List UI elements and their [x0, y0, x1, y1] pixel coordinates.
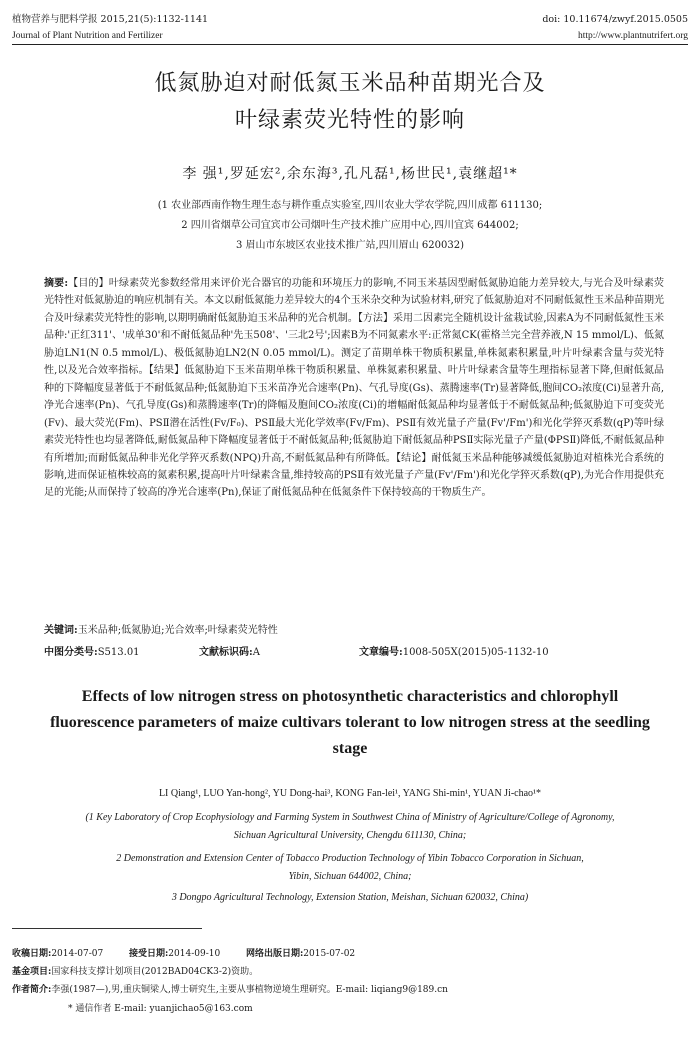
fund-line [12, 966, 258, 978]
clc-value: S513.01 [97, 647, 140, 658]
article-no-value: 1008-505X(2015)05-1132-10 [402, 647, 549, 658]
cn-title-line1: 低氮胁迫对耐低氮玉米品种苗期光合及 [154, 71, 546, 96]
journal-cn-citation: 植物营养与肥料学报 2015,21(5):1132-1141 [12, 14, 209, 25]
running-header-top [12, 14, 688, 26]
author-bio-line [12, 984, 448, 996]
cn-affiliation-3: 3 眉山市东坡区农业技术推广站,四川眉山 620032) [236, 240, 464, 251]
cn-authors: 李 强¹,罗延宏²,余东海³,孔凡磊¹,杨世民¹,袁继超¹* [182, 166, 518, 182]
abstract-body: 【目的】叶绿素荧光参数经常用来评价光合器官的功能和环境压力的影响,不同玉米基因型耐低氮胁迫能力差异较大,与光合及叶绿素荧光特性对低氮胁迫的响应机制有关。本文以耐低氮能力差异较大的4个玉米杂交种为试验材料,研究了低氮胁迫对不同耐低氮性玉米品种苗期光合及叶绿素荧光特性的影响,以期明确耐低氮胁迫玉米品种的光合机制。【方法】采用二因素完全随机设计盆栽试验,因素A为不同耐低氮性玉米品种:'正红311'、'成单30'和不耐低氮品种'先玉508'、'三北2号';因素B为不同氮素水平:正常氮CK(霍格兰完全营养液,N 15 mmol/L)、低氮胁迫LN1(N 0.5 mmol/L)、极低氮胁迫LN2(N 0.05 mmol/L)。测定了苗期单株干物质积累量,单株氮素积累量,叶片叶绿素含量与荧光特性,以及光合效率指标。【结果】低氮胁迫下玉米苗期单株干物质积累量、单株氮素积累量、叶片叶绿素含量等生理指标显著下降,但耐低氮品种的下降幅度显著低于不耐低氮品种;低氮胁迫下玉米苗净光合速率(Pn)、气孔导度(Gs)、蒸腾速率(Tr)显著降低,胞间CO₂浓度(Ci)显著升高,净光合速率(Pn)、气孔导度(Gs)和蒸腾速率(Tr)的降幅及胞间CO₂浓度(Ci)的增幅耐低氮品种均显著低于不耐低氮品种;低氮胁迫下可变荧光(Fv)、最大荧光(Fm)、PSⅡ潜在活性(Fv/F₀)、PSⅡ最大光化学效率(Fv/Fm)、PSⅡ有效光量子产量(Fv'/Fm')和光化学猝灭系数(qP)等叶绿素荧光特性也均显著降低,耐低氮品种下降幅度显著低于不耐低氮品种;低氮胁迫下耐低氮品种PSⅡ实际光量子产量(ΦPSⅡ)降低,不耐低氮品种有所增加;而耐低氮品种非光化学猝灭系数(NPQ)升高,不耐低氮品种有所降低。【结论】耐低氮玉米品种能够减缓低氮胁迫对植株光合系统的影响,进而保证植株较高的氮素积累,提高叶片叶绿素含量,维持较高的PSⅡ有效光量子产量(Fv'/Fm')和光化学猝灭系数(qP),为光合作用提供充足的光能;从而保持了较高的净光合速率(Pn),保证了耐低氮品种在低氮条件下保持较高的干物质生产。 [44, 278, 664, 499]
en-authors: LI Qiang¹, LUO Yan-hong², YU Dong-hai³, KONG Fan-lei¹, YANG Shi-min¹, YUAN Ji-chao¹* [158, 788, 542, 799]
en-affiliation-1a: (1 Key Laboratory of Crop Ecophysiology and Farming System in Southwest China of Ministry of Agriculture/College of Agronomy, [85, 812, 615, 823]
author-bio-text: 李强(1987—),男,重庆铜梁人,博士研究生,主要从事植物逆境生理研究。E-mail: liqiang9@189.cn [51, 985, 448, 995]
clc-label: 中图分类号: [44, 647, 98, 658]
received-date: 2014-07-07 [51, 949, 104, 959]
journal-en-name: Journal of Plant Nutrition and Fertilizer [12, 31, 163, 41]
accepted-date: 2014-09-10 [168, 949, 221, 959]
doc-code-label: 文献标识码: [199, 647, 253, 658]
accepted-label: 接受日期: [128, 949, 169, 959]
header-rule [12, 44, 688, 45]
corresponding-author: * 通信作者 E-mail: yuanjichao5@163.com [68, 1004, 253, 1014]
footnote-rule [12, 928, 202, 929]
dates-line [12, 948, 355, 960]
en-affiliation-2b: Yibin, Sichuan 644002, China; [288, 871, 412, 882]
keywords-text: 玉米品种;低氮胁迫;光合效率;叶绿素荧光特性 [77, 625, 278, 636]
en-affiliation-3: 3 Dongpo Agricultural Technology, Extension Station, Meishan, Sichuan 620032, China) [171, 892, 529, 903]
keywords-label: 关键词: [44, 625, 78, 636]
keywords [44, 621, 278, 636]
en-affiliation-2a: 2 Demonstration and Extension Center of Tobacco Production Technology of Yibin Tobacco Corporation in Sichuan, [116, 853, 584, 864]
online-date: 2015-07-02 [303, 949, 356, 959]
author-bio-label: 作者简介: [12, 985, 52, 995]
cn-affiliation-2: 2 四川省烟草公司宜宾市公司烟叶生产技术推广应用中心,四川宜宾 644002; [181, 220, 519, 231]
fund-text: 国家科技支撑计划项目(2012BAD04CK3-2)资助。 [51, 967, 259, 977]
article-no-label: 文章编号: [359, 647, 403, 658]
doi: doi: 10.11674/zwyf.2015.0505 [542, 14, 688, 25]
cn-title-line2: 叶绿素荧光特性的影响 [234, 108, 465, 133]
classification-line [44, 643, 664, 658]
en-title: Effects of low nitrogen stress on photosynthetic characteristics and chlorophyll fluorescence parameters of maize cultivars tolerant to low nitrogen stress at the seedling stage [50, 688, 650, 757]
fund-label: 基金项目: [12, 967, 52, 977]
received-label: 收稿日期: [12, 949, 52, 959]
abstract-label: 摘要: [44, 278, 69, 289]
running-header-bottom [12, 30, 688, 42]
en-affiliation-1b: Sichuan Agricultural University, Chengdu 611130, China; [233, 830, 467, 841]
doc-code-value: A [252, 647, 260, 658]
online-label: 网络出版日期: [245, 949, 304, 959]
journal-url: http://www.plantnutrifert.org [577, 31, 688, 41]
cn-abstract [44, 275, 664, 502]
cn-affiliation-1: (1 农业部西南作物生理生态与耕作重点实验室,四川农业大学农学院,四川成都 611130; [157, 200, 543, 211]
